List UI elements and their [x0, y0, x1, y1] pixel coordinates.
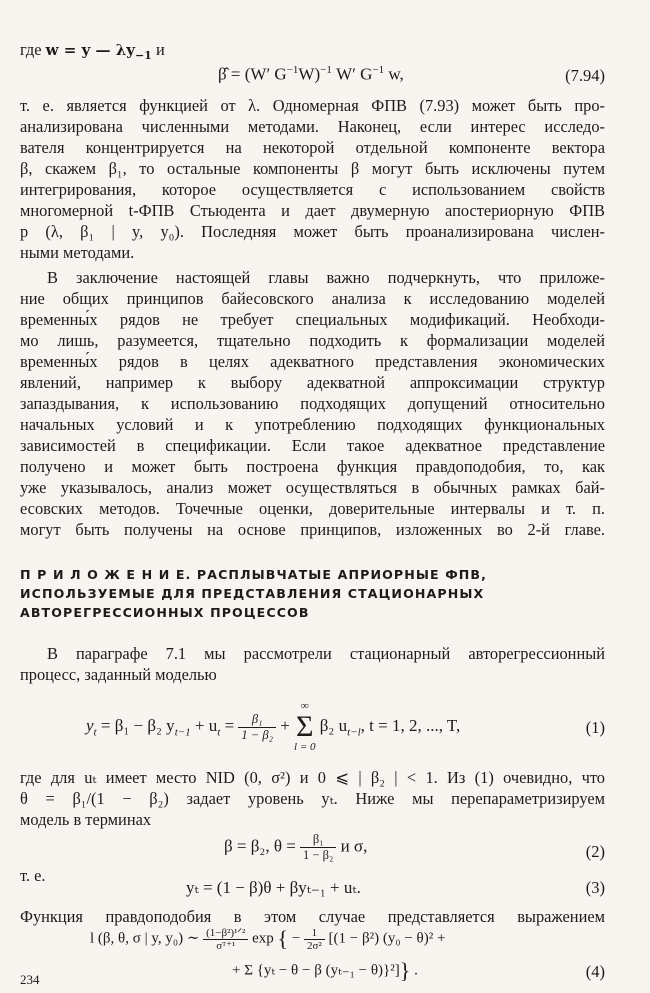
- para2-line: ние общих принципов байесовского анализа к исследованию моделей: [20, 289, 605, 308]
- para2-line: начальных условий и к употреблению подходящих функциональных: [20, 415, 605, 434]
- para3-line: В параграфе 7.1 мы рассмотрели стационарный авторегрессионный: [47, 644, 605, 663]
- eq1-sum-top: ∞: [300, 700, 309, 712]
- eq4-lhs: l (β, θ, σ | y, y₀) ∼: [90, 930, 204, 947]
- eq1-frac-numerator: β₁: [238, 712, 276, 728]
- eq-794-mid2: W′ G: [331, 64, 373, 84]
- para3-line: процесс, заданный моделью: [20, 665, 217, 684]
- page-number: 234: [20, 972, 40, 987]
- para1-line: т. е. является функцией от λ. Одномерная ФПВ (7.93) может быть про-: [20, 96, 605, 115]
- eq2-fraction: [300, 832, 336, 863]
- eq-794-mid: W): [298, 64, 321, 84]
- appendix-heading-line: АВТОРЕГРЕССИОННЫХ ПРОЦЕССОВ: [20, 605, 310, 620]
- para2-line: зависимостей в спецификации. Если такое адекватное представление: [20, 436, 605, 455]
- intro-where: где: [20, 40, 42, 59]
- para4-line: модель в терминах: [20, 810, 152, 829]
- eq4-number: (4): [585, 962, 605, 981]
- eq2-right: и σ,: [336, 836, 368, 856]
- para4-line: θ = β₁/(1 − β₂) задает уровень yₜ. Ниже мы перепараметризируем: [20, 789, 605, 808]
- para2-line: мо лишь, разумеется, тщательно подходить к формализации моделей: [20, 331, 605, 350]
- eq2-frac-denominator: 1 − β₂: [303, 848, 334, 862]
- eq1-sum-symbol: Σ: [296, 710, 314, 743]
- eq-794-lhs: β̂ = (W′ G: [218, 64, 287, 84]
- eq2-frac-numerator: β₁: [300, 832, 336, 848]
- para2-line: уже указывалось, анализ может осуществляться в обычных рамках бай-: [20, 478, 605, 497]
- eq4-frac2-numerator: 1: [304, 927, 325, 940]
- para2-line: получено и может быть построена функция правдоподобия, то, как: [20, 457, 605, 476]
- para2-line: явлений, например к выбору адекватной аппроксимации структур: [20, 373, 605, 392]
- appendix-heading-line: П Р И Л О Ж Е Н И Е. РАСПЛЫВЧАТЫЕ АПРИОРНЫЕ ФПВ,: [20, 567, 488, 582]
- eq1-equals: =: [220, 715, 239, 735]
- eq-794-number: (7.94): [565, 66, 605, 85]
- equation-7-94: [218, 64, 404, 85]
- eq4-exp: exp: [248, 930, 278, 947]
- eq-794-inv1: −1: [286, 64, 299, 76]
- para2-line: В заключение настоящей главы важно подчеркнуть, что приложе-: [47, 268, 605, 287]
- para2-line: временны́х рядов не требует специальных модификаций. Необходи-: [20, 310, 605, 329]
- eq4-dot: .: [410, 962, 418, 979]
- eq2-number: (2): [585, 842, 605, 861]
- para1-line: β, скажем β₁, то остальные компоненты β могут быть исключены путем: [20, 159, 605, 178]
- eq1-term: β₂ u: [315, 715, 348, 735]
- eq4-fraction1: [203, 927, 248, 952]
- eq1-number: (1): [585, 718, 605, 737]
- eq2-left: β = β₂, θ =: [224, 836, 301, 856]
- para2-line: временны́х рядов в целях адекватного представления экономических: [20, 352, 605, 371]
- eq1-plus: +: [275, 715, 295, 735]
- equation-2: [224, 832, 367, 863]
- intro-and: и: [151, 40, 165, 59]
- para2-line: запаздывания, к использованию подходящих допущений относительно: [20, 394, 605, 413]
- para1-line: анализирована численными методами. Наконец, если интерес исследо-: [20, 117, 605, 136]
- eq1-sum-bottom: l = 0: [294, 741, 316, 753]
- para1-line: многомерной t-ФПВ Стьюдента и дает двумерную апостериорную ФПВ: [20, 201, 605, 220]
- eq-794-inv3: −1: [372, 64, 385, 76]
- para2-line: могут быть получены на основе принципов, изложенных во 2-й главе.: [20, 520, 605, 539]
- intro-w-subscript: −1: [134, 49, 152, 62]
- eq1-fraction: [238, 712, 276, 743]
- para1-line: ными методами.: [20, 243, 135, 262]
- eq1-mid: = β₁ − β₂ y: [96, 715, 175, 735]
- para1-line: интегрирования, которое осуществляется с использованием свойств: [20, 180, 605, 199]
- eq4-rest1: [(1 − β²) (y₀ − θ)² +: [324, 930, 446, 947]
- equation-1: $y_t = \beta_1 - \beta_2$ $y_{t-1} + u_t$ = $\frac{\text{β₁}}{\text{1 − β₂}}$ + ∞ Σ l = 0 β₂ $u_{t-l}$, t = 1, 2, ..., T,: [86, 700, 461, 753]
- eq4-brace-open: {: [277, 926, 289, 951]
- para5-line: Функция правдоподобия в этом случае представляется выражением: [20, 907, 605, 926]
- eq1-sum: [294, 700, 315, 754]
- appendix-heading-line: ИСПОЛЬЗУЕМЫЕ ДЛЯ ПРЕДСТАВЛЕНИЯ СТАЦИОНАРНЫХ: [20, 586, 485, 601]
- eq1-frac-denominator: 1 − β₂: [241, 727, 273, 742]
- eq4-frac1-numerator: (1−β²)¹ᐟ²: [203, 927, 248, 940]
- equation-3: yₜ = (1 − β)θ + βyₜ₋₁ + uₜ.: [186, 878, 361, 897]
- eq4-brace-close: }: [399, 958, 411, 983]
- eq4-frac2-denominator: 2σ²: [307, 939, 322, 952]
- eq-794-inv2: −1: [320, 64, 332, 76]
- para1-line: p (λ, β₁ | y, y₀). Последняя может быть проанализирована числен-: [20, 222, 605, 241]
- eq4-minus: −: [288, 930, 305, 947]
- equation-4-line1: [90, 926, 445, 952]
- eq1-lhs: y: [86, 715, 94, 735]
- para2-line: есовских методов. Точечные оценки, доверительные интервалы и т. п.: [20, 499, 605, 518]
- equation-4-line2: [232, 958, 418, 984]
- eq4-rest2: + Σ {yₜ − θ − β (yₜ₋₁ − θ)}²]: [232, 962, 400, 979]
- para4-line: где для uₜ имеет место NID (0, σ²) и 0 ⩽ | β₂ | < 1. Из (1) очевидно, что: [20, 768, 605, 787]
- eq1-plus-u: + u: [190, 715, 218, 735]
- eq-794-tail: w,: [384, 64, 404, 84]
- eq1-tail: , t = 1, 2, ..., T,: [360, 715, 461, 735]
- intro-line: [20, 40, 605, 66]
- intro-w-definition: w = y — λy: [45, 41, 135, 59]
- eq4-fraction2: [304, 927, 325, 952]
- eq3-number: (3): [585, 878, 605, 897]
- te-label: т. е.: [20, 866, 46, 885]
- para1-line: вателя концентрируется на некоторой отдельной компоненте вектора: [20, 138, 605, 157]
- eq4-frac1-denominator: σᵀ⁺¹: [216, 939, 236, 952]
